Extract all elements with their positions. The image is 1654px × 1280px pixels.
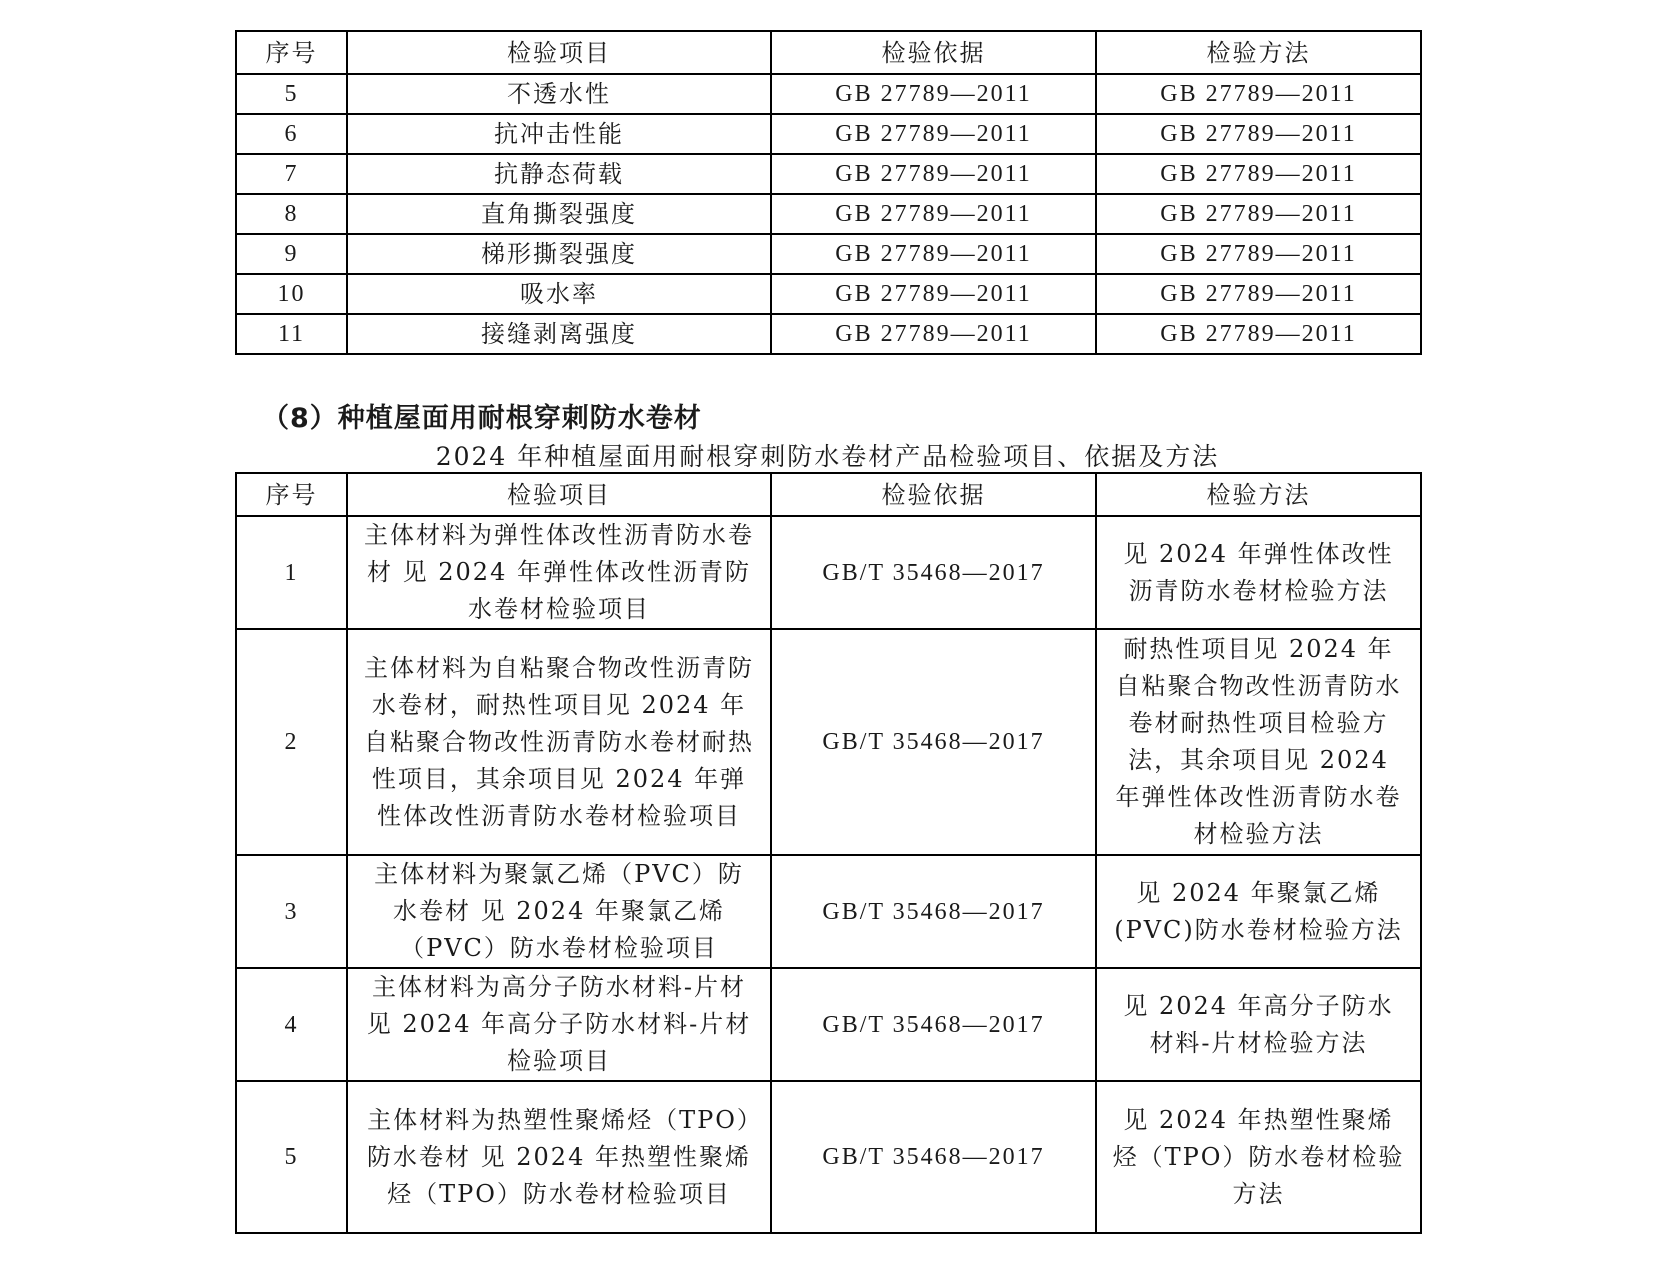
cell-serial-no: 3 — [236, 855, 347, 968]
table-caption: 2024 年种植屋面用耐根穿刺防水卷材产品检验项目、依据及方法 — [435, 442, 1220, 471]
table-row — [236, 1081, 1421, 1233]
table-row — [236, 629, 1421, 855]
cell-inspection-item: 主体材料为弹性体改性沥青防水卷材 见 2024 年弹性体改性沥青防水卷材检验项目 — [347, 516, 771, 629]
table-row — [236, 234, 1421, 274]
cell-inspection-item: 不透水性 — [347, 74, 771, 114]
cell-inspection-basis: GB 27789—2011 — [771, 274, 1096, 314]
cell-inspection-method: GB 27789—2011 — [1096, 194, 1421, 234]
cell-inspection-item: 抗冲击性能 — [347, 114, 771, 154]
cell-inspection-method: 见 2024 年弹性体改性沥青防水卷材检验方法 — [1096, 516, 1421, 629]
header-inspection-item: 检验项目 — [347, 31, 771, 74]
cell-inspection-basis: GB/T 35468—2017 — [771, 968, 1096, 1081]
table-row — [236, 194, 1421, 234]
header-serial-no: 序号 — [236, 31, 347, 74]
root-resistant-membrane-table — [235, 472, 1422, 1234]
cell-inspection-method: GB 27789—2011 — [1096, 74, 1421, 114]
table-row — [236, 314, 1421, 354]
cell-inspection-method: GB 27789—2011 — [1096, 114, 1421, 154]
table-header-row — [236, 31, 1421, 74]
table-header-row — [236, 473, 1421, 516]
cell-inspection-basis: GB/T 35468—2017 — [771, 1081, 1096, 1233]
cell-serial-no: 8 — [236, 194, 347, 234]
cell-inspection-basis: GB 27789—2011 — [771, 74, 1096, 114]
cell-serial-no: 2 — [236, 629, 347, 855]
header-inspection-item: 检验项目 — [347, 473, 771, 516]
cell-inspection-method: GB 27789—2011 — [1096, 314, 1421, 354]
cell-inspection-basis: GB/T 35468—2017 — [771, 855, 1096, 968]
cell-inspection-method: 耐热性项目见 2024 年自粘聚合物改性沥青防水卷材耐热性项目检验方法，其余项目见 2024 年弹性体改性沥青防水卷材检验方法 — [1096, 629, 1421, 855]
cell-serial-no: 6 — [236, 114, 347, 154]
header-inspection-basis: 检验依据 — [771, 31, 1096, 74]
table-row — [236, 516, 1421, 629]
cell-serial-no: 10 — [236, 274, 347, 314]
table-row — [236, 855, 1421, 968]
cell-inspection-method: 见 2024 年热塑性聚烯烃（TPO）防水卷材检验方法 — [1096, 1081, 1421, 1233]
cell-serial-no: 4 — [236, 968, 347, 1081]
header-serial-no: 序号 — [236, 473, 347, 516]
cell-inspection-basis: GB 27789—2011 — [771, 194, 1096, 234]
table-row — [236, 74, 1421, 114]
inspection-table-continued — [235, 30, 1422, 355]
cell-serial-no: 5 — [236, 1081, 347, 1233]
table-row — [236, 114, 1421, 154]
cell-inspection-item: 直角撕裂强度 — [347, 194, 771, 234]
cell-inspection-method: 见 2024 年聚氯乙烯(PVC)防水卷材检验方法 — [1096, 855, 1421, 968]
cell-inspection-item: 梯形撕裂强度 — [347, 234, 771, 274]
cell-inspection-basis: GB 27789—2011 — [771, 234, 1096, 274]
cell-inspection-method: GB 27789—2011 — [1096, 234, 1421, 274]
table-row — [236, 274, 1421, 314]
table-row — [236, 154, 1421, 194]
cell-inspection-method: GB 27789—2011 — [1096, 154, 1421, 194]
cell-inspection-method: 见 2024 年高分子防水材料-片材检验方法 — [1096, 968, 1421, 1081]
cell-inspection-item: 吸水率 — [347, 274, 771, 314]
cell-inspection-item: 主体材料为聚氯乙烯（PVC）防水卷材 见 2024 年聚氯乙烯（PVC）防水卷材检验项目 — [347, 855, 771, 968]
cell-serial-no: 11 — [236, 314, 347, 354]
cell-inspection-item: 主体材料为高分子防水材料-片材 见 2024 年高分子防水材料-片材检验项目 — [347, 968, 771, 1081]
cell-serial-no: 9 — [236, 234, 347, 274]
cell-inspection-basis: GB 27789—2011 — [771, 114, 1096, 154]
table-row — [236, 968, 1421, 1081]
section-heading: （8）种植屋面用耐根穿刺防水卷材 — [262, 403, 702, 434]
cell-serial-no: 7 — [236, 154, 347, 194]
cell-serial-no: 1 — [236, 516, 347, 629]
cell-inspection-basis: GB 27789—2011 — [771, 314, 1096, 354]
cell-inspection-item: 抗静态荷载 — [347, 154, 771, 194]
cell-inspection-item: 接缝剥离强度 — [347, 314, 771, 354]
cell-inspection-item: 主体材料为热塑性聚烯烃（TPO）防水卷材 见 2024 年热塑性聚烯烃（TPO）防水卷材检验项目 — [347, 1081, 771, 1233]
cell-inspection-basis: GB 27789—2011 — [771, 154, 1096, 194]
cell-inspection-basis: GB/T 35468—2017 — [771, 629, 1096, 855]
header-inspection-method: 检验方法 — [1096, 473, 1421, 516]
cell-inspection-basis: GB/T 35468—2017 — [771, 516, 1096, 629]
header-inspection-method: 检验方法 — [1096, 31, 1421, 74]
cell-serial-no: 5 — [236, 74, 347, 114]
cell-inspection-method: GB 27789—2011 — [1096, 274, 1421, 314]
header-inspection-basis: 检验依据 — [771, 473, 1096, 516]
cell-inspection-item: 主体材料为自粘聚合物改性沥青防水卷材，耐热性项目见 2024 年自粘聚合物改性沥青防水卷材耐热性项目，其余项目见 2024 年弹性体改性沥青防水卷材检验项目 — [347, 629, 771, 855]
